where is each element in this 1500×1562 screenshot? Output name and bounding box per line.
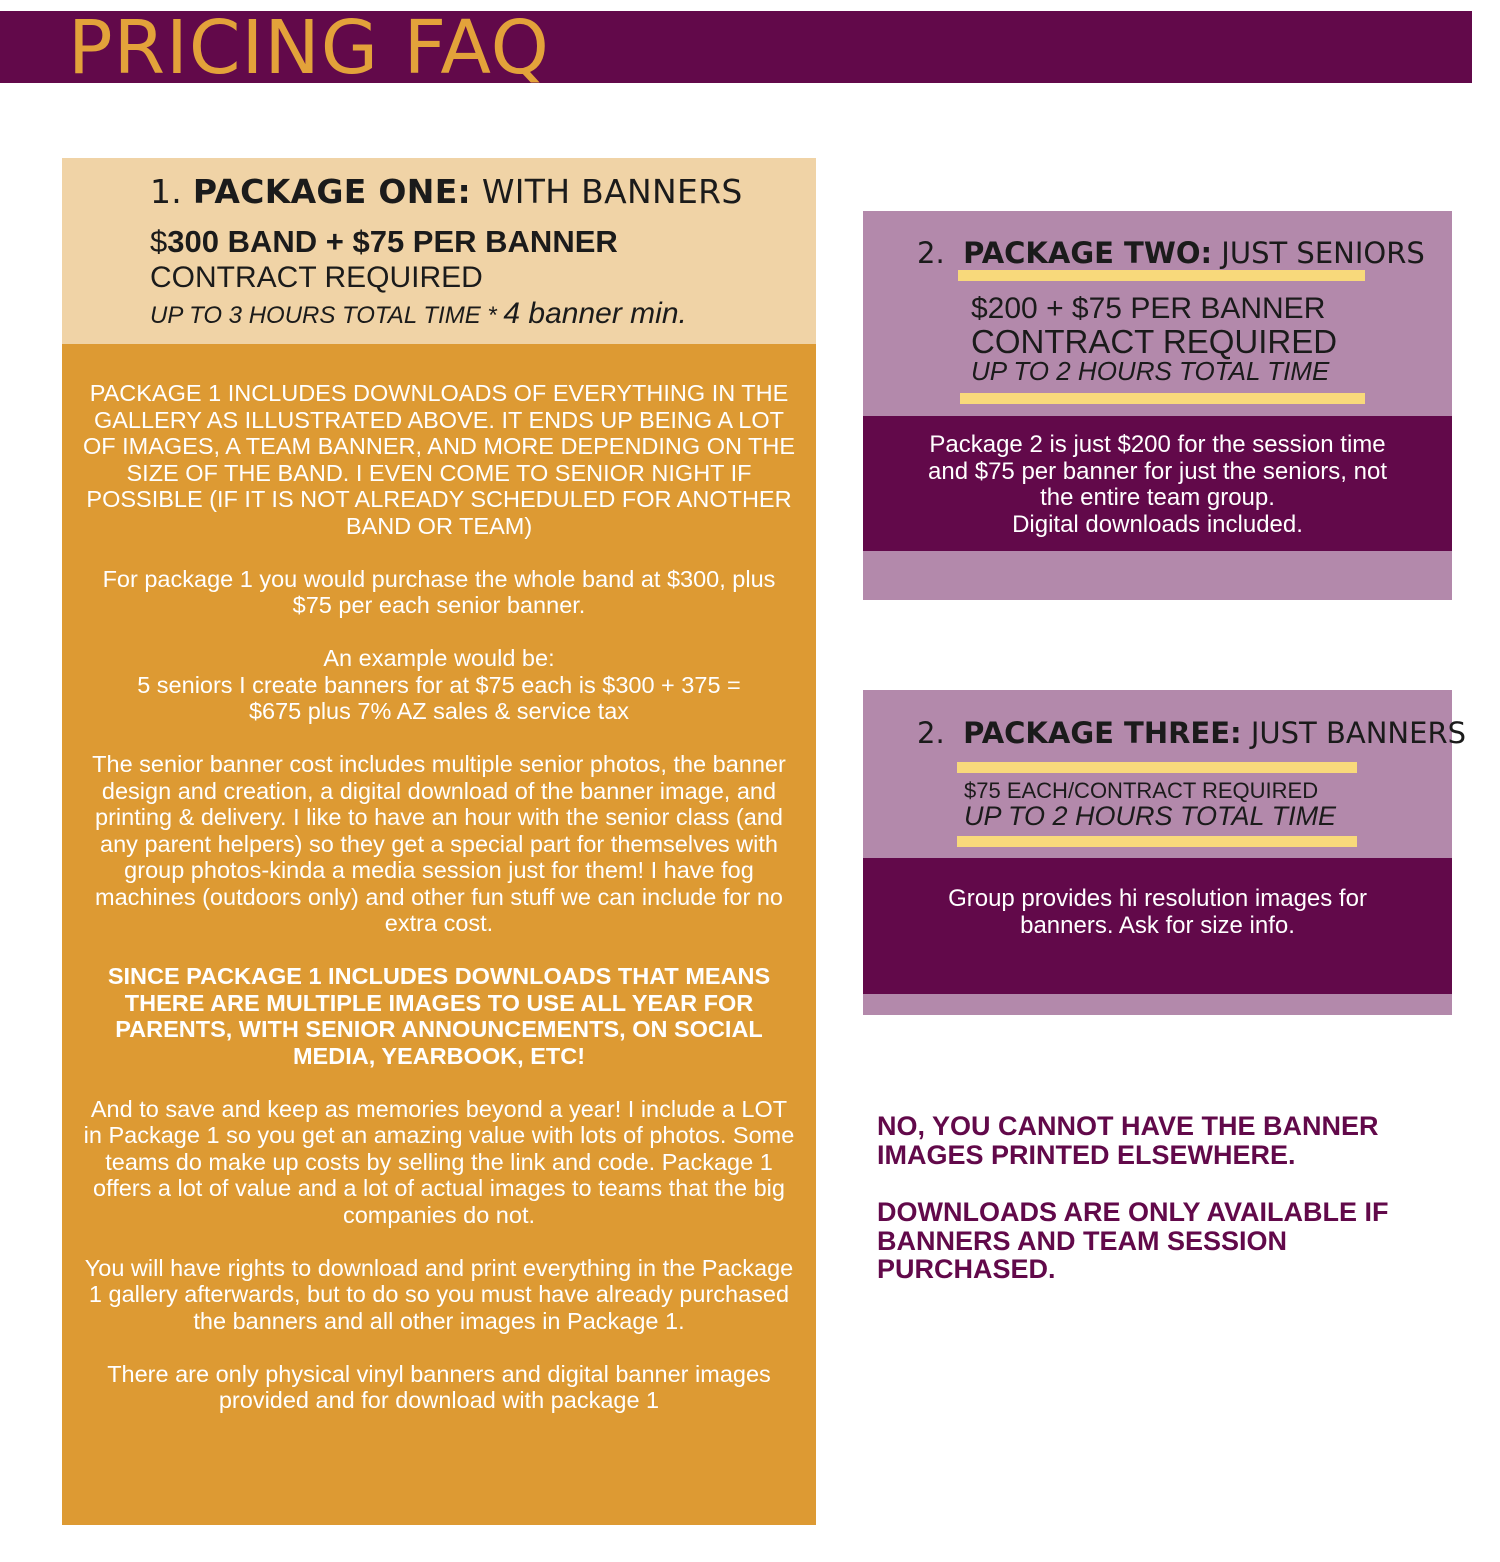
package-three-number: 2. <box>917 716 945 750</box>
example-line: 5 seniors I create banners for at $75 each is $300 + 375 = <box>137 671 741 698</box>
page-title: PRICING FAQ <box>68 5 550 91</box>
package-one-example <box>80 645 798 725</box>
package-one-provided: There are only physical vinyl banners and digital banner images provided and for download with package 1 <box>107 1360 771 1413</box>
package-one-price-dollar: $ <box>150 224 168 259</box>
package-two-card <box>863 211 1452 600</box>
note-downloads-availability: DOWNLOADS ARE ONLY AVAILABLE IF BANNERS AND TEAM SESSION PURCHASED. <box>877 1197 1389 1284</box>
package-three-title <box>917 715 1466 751</box>
description-line: banners. Ask for size info. <box>1020 911 1295 939</box>
package-one-name: PACKAGE ONE: <box>192 172 472 211</box>
package-three-price: $75 EACH/CONTRACT REQUIRED <box>964 778 1319 803</box>
package-three-rule-top <box>957 762 1357 773</box>
package-one-minimum: 4 banner min. <box>503 297 687 330</box>
description-line: the entire team group. <box>1040 484 1275 511</box>
package-one-title <box>150 172 743 212</box>
package-one-price-amount: 300 BAND + $75 PER BANNER <box>167 224 618 259</box>
package-one-hours <box>150 298 687 332</box>
package-one-downloads-note: SINCE PACKAGE 1 INCLUDES DOWNLOADS THAT MEANS THERE ARE MULTIPLE IMAGES TO USE ALL YEAR FOR PARENTS, WITH SENIOR ANNOUNCEMENTS, ON SOCIAL MEDIA, YEARBOOK, ETC! <box>107 963 771 1069</box>
package-one-includes: PACKAGE 1 INCLUDES DOWNLOADS OF EVERYTHING IN THE GALLERY AS ILLUSTRATED ABOVE. IT ENDS UP BEING A LOT OF IMAGES, A TEAM BANNER, AND MORE DEPENDING ON THE SIZE OF THE BAND. I EVEN COME TO SENIOR NIGHT IF POSSIBLE (IF IT IS NOT ALREADY SCHEDULED FOR ANOTHER BAND OR TEAM) <box>82 380 796 539</box>
package-three-description <box>863 858 1452 994</box>
package-one-banner-cost: The senior banner cost includes multiple senior photos, the banner design and creation, a digital download of the banner image, and printing & delivery. I like to have an hour with the senior class (and any parent helpers) so they get a special part for themselves with group photos-kinda a media session just for them! I have fog machines (outdoors only) and other fun stuff we can include for no extra cost. <box>92 751 786 936</box>
package-one-number: 1. <box>150 172 183 211</box>
package-two-rule-bottom <box>960 393 1365 404</box>
description-line: and $75 per banner for just the seniors, not <box>928 457 1387 485</box>
description-line: Group provides hi resolution images for <box>948 885 1367 912</box>
package-two-subtitle: JUST SENIORS <box>1221 236 1425 270</box>
package-two-hours: UP TO 2 HOURS TOTAL TIME <box>971 356 1330 386</box>
package-one-contract: CONTRACT REQUIRED <box>150 261 483 294</box>
example-line: $675 plus 7% AZ sales & service tax <box>248 698 630 724</box>
package-three-rule-bottom <box>957 836 1357 847</box>
notes <box>877 1112 1457 1313</box>
example-line: An example would be: <box>323 645 555 671</box>
package-one-details <box>62 344 816 1525</box>
package-two-contract: CONTRACT REQUIRED <box>971 323 1338 360</box>
package-one-value: And to save and keep as memories beyond a year! I include a LOT in Package 1 so you get an amazing value with lots of photos. Some teams do make up costs by selling the link and code. Package 1 offers a lot of value and a lot of actual images to teams that the big companies do not. <box>83 1095 795 1228</box>
package-one-subtitle: WITH BANNERS <box>481 172 743 211</box>
description-line: Package 2 is just $200 for the session time <box>929 431 1386 458</box>
package-one-hours-text: UP TO 3 HOURS TOTAL TIME * <box>150 302 497 329</box>
package-three-name: PACKAGE THREE: <box>963 716 1242 750</box>
package-two-name: PACKAGE TWO: <box>963 236 1213 270</box>
package-one-rights: You will have rights to download and print everything in the Package 1 gallery afterwards, but to do so you must have already purchased the banners and all other images in Package 1. <box>84 1254 794 1334</box>
package-one-header <box>62 158 816 344</box>
package-three-subtitle: JUST BANNERS <box>1250 716 1466 750</box>
package-three-card <box>863 690 1466 1015</box>
package-two-price: $200 + $75 PER BANNER <box>971 292 1326 325</box>
description-line: Digital downloads included. <box>1012 510 1303 538</box>
package-two-description <box>863 416 1452 551</box>
package-two-title <box>917 235 1425 271</box>
package-two-rule-top <box>958 270 1365 281</box>
package-one-price <box>150 224 618 260</box>
package-three-hours: UP TO 2 HOURS TOTAL TIME <box>964 801 1337 831</box>
note-no-outside-printing: NO, YOU CANNOT HAVE THE BANNER IMAGES PRINTED ELSEWHERE. <box>877 1111 1379 1170</box>
package-one-purchase: For package 1 you would purchase the whole band at $300, plus $75 per each senior banner. <box>102 565 776 618</box>
package-two-number: 2. <box>917 236 945 270</box>
